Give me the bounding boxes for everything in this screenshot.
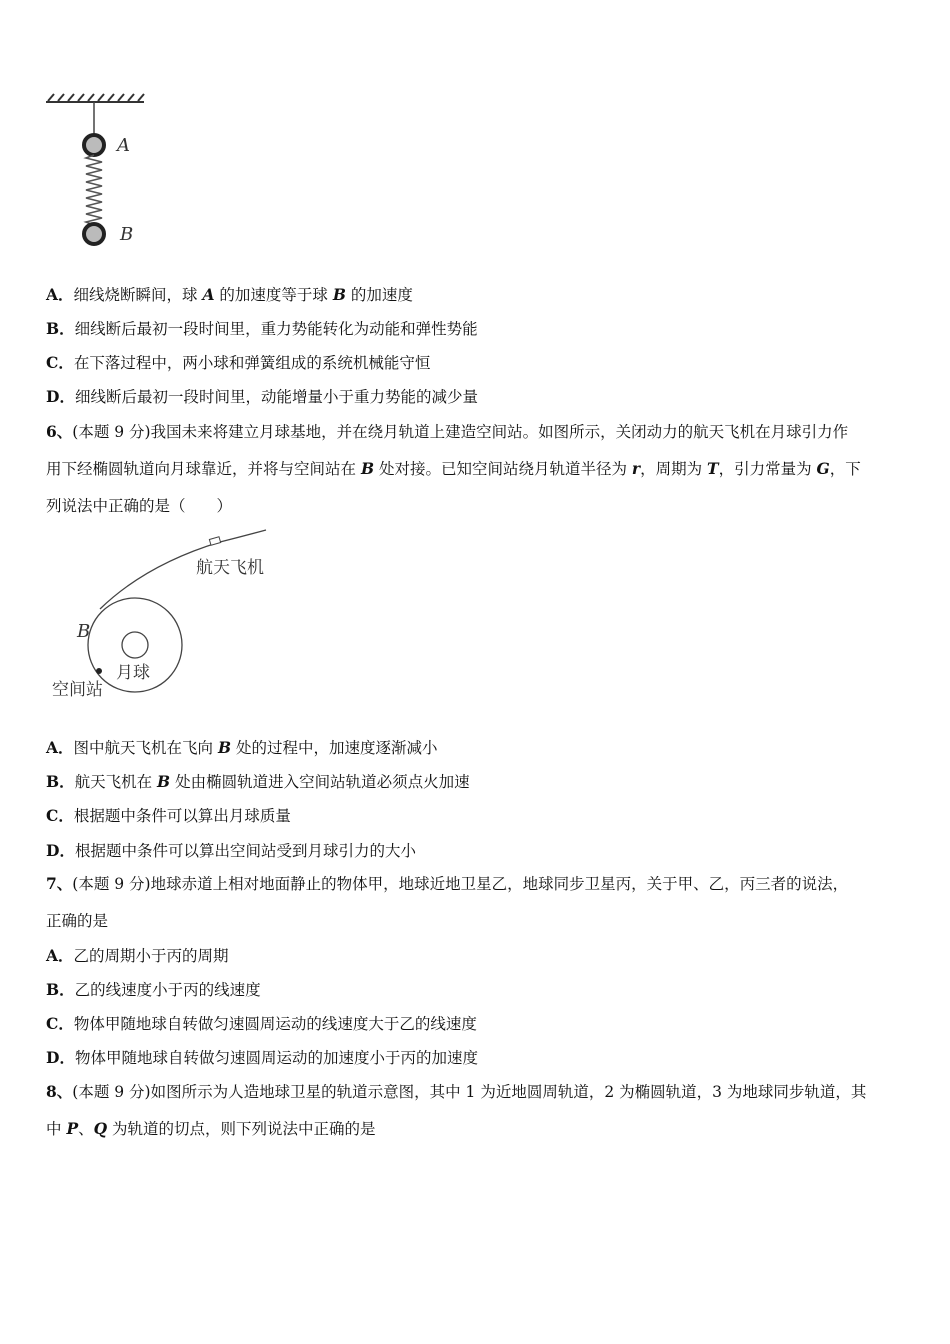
ceiling-hatch xyxy=(46,94,144,102)
ball-b xyxy=(84,224,104,244)
shuttle-marker xyxy=(209,537,220,546)
q7-stem-line1: 7、(本题 9 分)地球赤道上相对地面静止的物体甲，地球近地卫星乙，地球同步卫星丙，关于甲、乙，丙三者的说法， xyxy=(46,874,849,893)
q5-option-a: A．细线烧断瞬间，球 A 的加速度等于球 B 的加速度 xyxy=(46,285,413,304)
moon xyxy=(122,632,148,658)
q7-option-d: D．物体甲随地球自转做匀速圆周运动的加速度小于丙的加速度 xyxy=(46,1048,478,1067)
label-moon: 月球 xyxy=(116,663,150,683)
station-dot xyxy=(96,668,102,674)
q6-option-d: D．根据题中条件可以算出空间站受到月球引力的大小 xyxy=(46,841,416,860)
orbit-figure xyxy=(44,528,294,708)
q7-option-c: C．物体甲随地球自转做匀速圆周运动的线速度大于乙的线速度 xyxy=(46,1014,477,1033)
label-station: 空间站 xyxy=(52,680,103,700)
q8-stem-line1: 8、(本题 9 分)如图所示为人造地球卫星的轨道示意图，其中 1 为近地圆周轨道，2 为椭圆轨道，3 为地球同步轨道，其 xyxy=(46,1082,867,1101)
q5-option-b: B．细线断后最初一段时间里，重力势能转化为动能和弹性势能 xyxy=(46,319,478,338)
q7-option-b: B．乙的线速度小于丙的线速度 xyxy=(46,980,261,999)
label-shuttle: 航天飞机 xyxy=(196,558,264,578)
q6-stem-line2: 用下经椭圆轨道向月球靠近，并将与空间站在 B 处对接。已知空间站绕月轨道半径为 r，周期为 T，引力常量为 G，下 xyxy=(46,459,861,478)
q7-stem-line2: 正确的是 xyxy=(46,912,109,930)
ball-a xyxy=(84,135,104,155)
label-b-point: B xyxy=(77,621,91,642)
q6-option-b: B．航天飞机在 B 处由椭圆轨道进入空间站轨道必须点火加速 xyxy=(46,772,470,791)
spring-coil xyxy=(86,155,102,225)
label-a: A xyxy=(117,135,130,156)
spring-figure xyxy=(40,92,160,254)
q6-option-a: A．图中航天飞机在飞向 B 处的过程中，加速度逐渐减小 xyxy=(46,738,438,757)
q7-option-a: A．乙的周期小于丙的周期 xyxy=(46,946,229,965)
q6-stem-line1: 6、(本题 9 分)我国未来将建立月球基地，并在绕月轨道上建造空间站。如图所示，关闭动力的航天飞机在月球引力作 xyxy=(46,422,849,441)
label-b: B xyxy=(120,224,134,245)
q6-stem-line3: 列说法中正确的是（ ） xyxy=(46,497,233,515)
q5-option-c: C．在下落过程中，两小球和弹簧组成的系统机械能守恒 xyxy=(46,353,431,372)
q5-option-d: D．细线断后最初一段时间里，动能增量小于重力势能的减少量 xyxy=(46,387,478,406)
q6-option-c: C．根据题中条件可以算出月球质量 xyxy=(46,806,291,825)
q8-stem-line2: 中 P、Q 为轨道的切点，则下列说法中正确的是 xyxy=(46,1119,376,1138)
